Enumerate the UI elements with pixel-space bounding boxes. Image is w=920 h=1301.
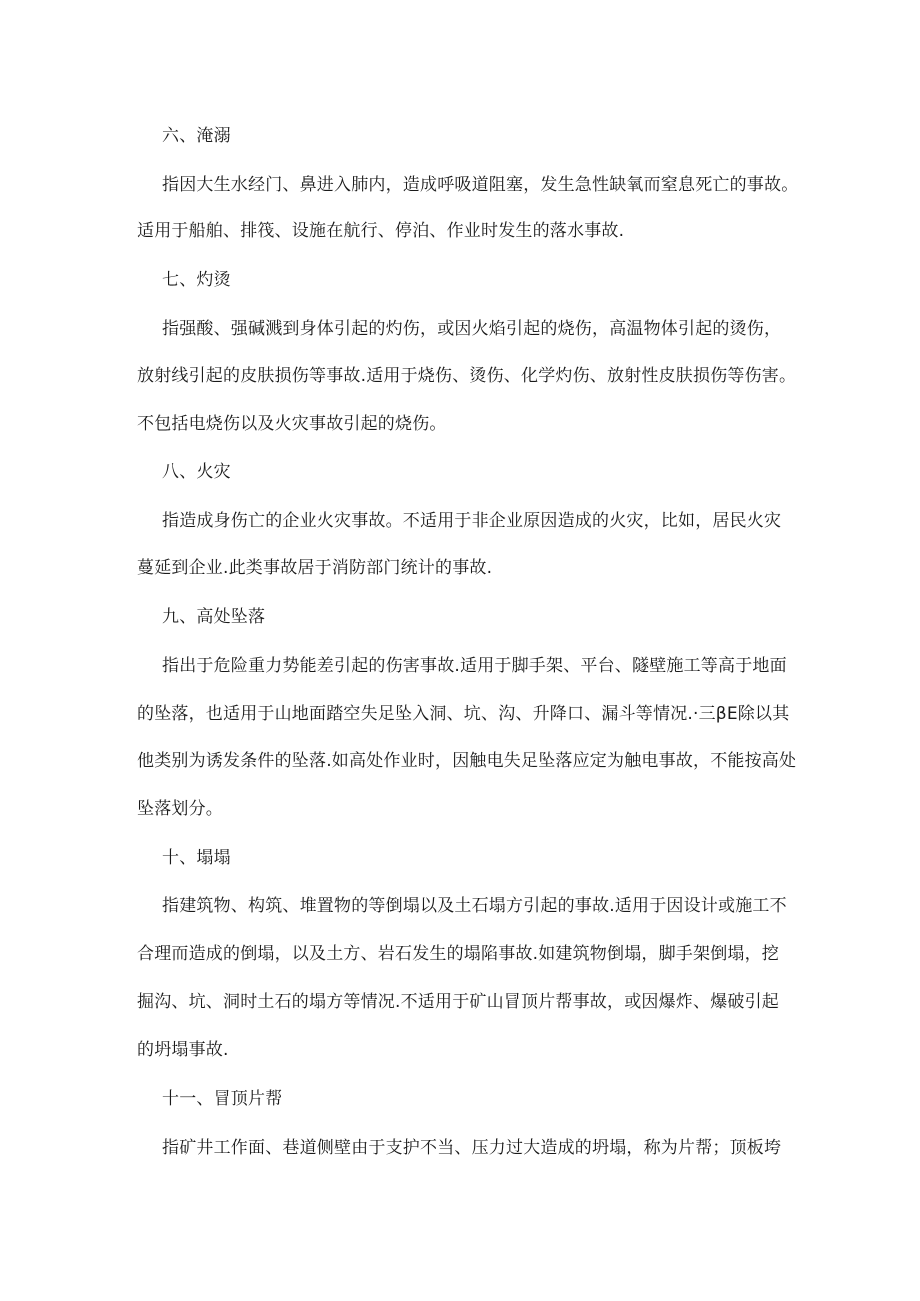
paragraph-line: 放射线引起的皮肤损伤等事故.适用于烧伤、烫伤、化学灼伤、放射性皮肤损伤等伤害。 (137, 366, 797, 386)
paragraph-line: 指出于危险重力势能差引起的伤害事故.适用于脚手架、平台、隧壁施工等高于地面 (162, 656, 787, 676)
paragraph-line: 掘沟、坑、洞时土石的塌方等情况.不适用于矿山冒顶片帮事故，或因爆炸、爆破引起 (137, 992, 780, 1012)
paragraph-line: 坠落划分。 (137, 799, 223, 819)
paragraph-line: 的坠落，也适用于山地面踏空失足坠入洞、坑、沟、升降口、漏斗等情况.·三βE除以其 (137, 704, 790, 724)
section-heading: 六、淹溺 (162, 126, 231, 146)
paragraph-line: 指造成身伤亡的企业火灾事故。不适用于非企业原因造成的火灾，比如，居民火灾 (162, 511, 782, 531)
paragraph-line: 他类别为诱发条件的坠落.如高处作业时，因触电失足坠落应定为触电事故，不能按高处 (137, 751, 797, 771)
paragraph-line: 合理而造成的倒塌，以及土方、岩石发生的塌陷事故.如建筑物倒塌，脚手架倒塌，挖 (137, 944, 780, 964)
paragraph-line: 指因大生水经门、鼻进入肺内，造成呼吸道阻塞，发生急性缺氧而窒息死亡的事故。 (162, 175, 799, 195)
paragraph-line: 蔓延到企业.此类事故居于消防部门统计的事故. (137, 558, 493, 578)
section-heading: 七、灼烫 (162, 270, 231, 290)
paragraph-line: 适用于船舶、排筏、设施在航行、停泊、作业时发生的落水事故. (137, 221, 625, 241)
section-heading: 十一、冒顶片帮 (162, 1089, 283, 1109)
section-heading: 九、高处坠落 (162, 607, 266, 627)
paragraph-line: 指强酸、强碱溅到身体引起的灼伤，或因火焰引起的烧伤，高温物体引起的烫伤， (162, 319, 782, 339)
section-heading: 十、塌塌 (162, 848, 231, 868)
section-heading: 八、火灾 (162, 462, 231, 482)
paragraph-line: 指建筑物、构筑、堆置物的等倒塌以及土石塌方引起的事故.适用于因设计或施工不 (162, 896, 787, 916)
paragraph-line: 指矿井工作面、巷道侧壁由于支护不当、压力过大造成的坍塌，称为片帮；顶板垮 (162, 1138, 782, 1158)
paragraph-line: 不包括电烧伤以及火灾事故引起的烧伤。 (137, 414, 447, 434)
paragraph-line: 的坍塌事故. (137, 1040, 229, 1060)
